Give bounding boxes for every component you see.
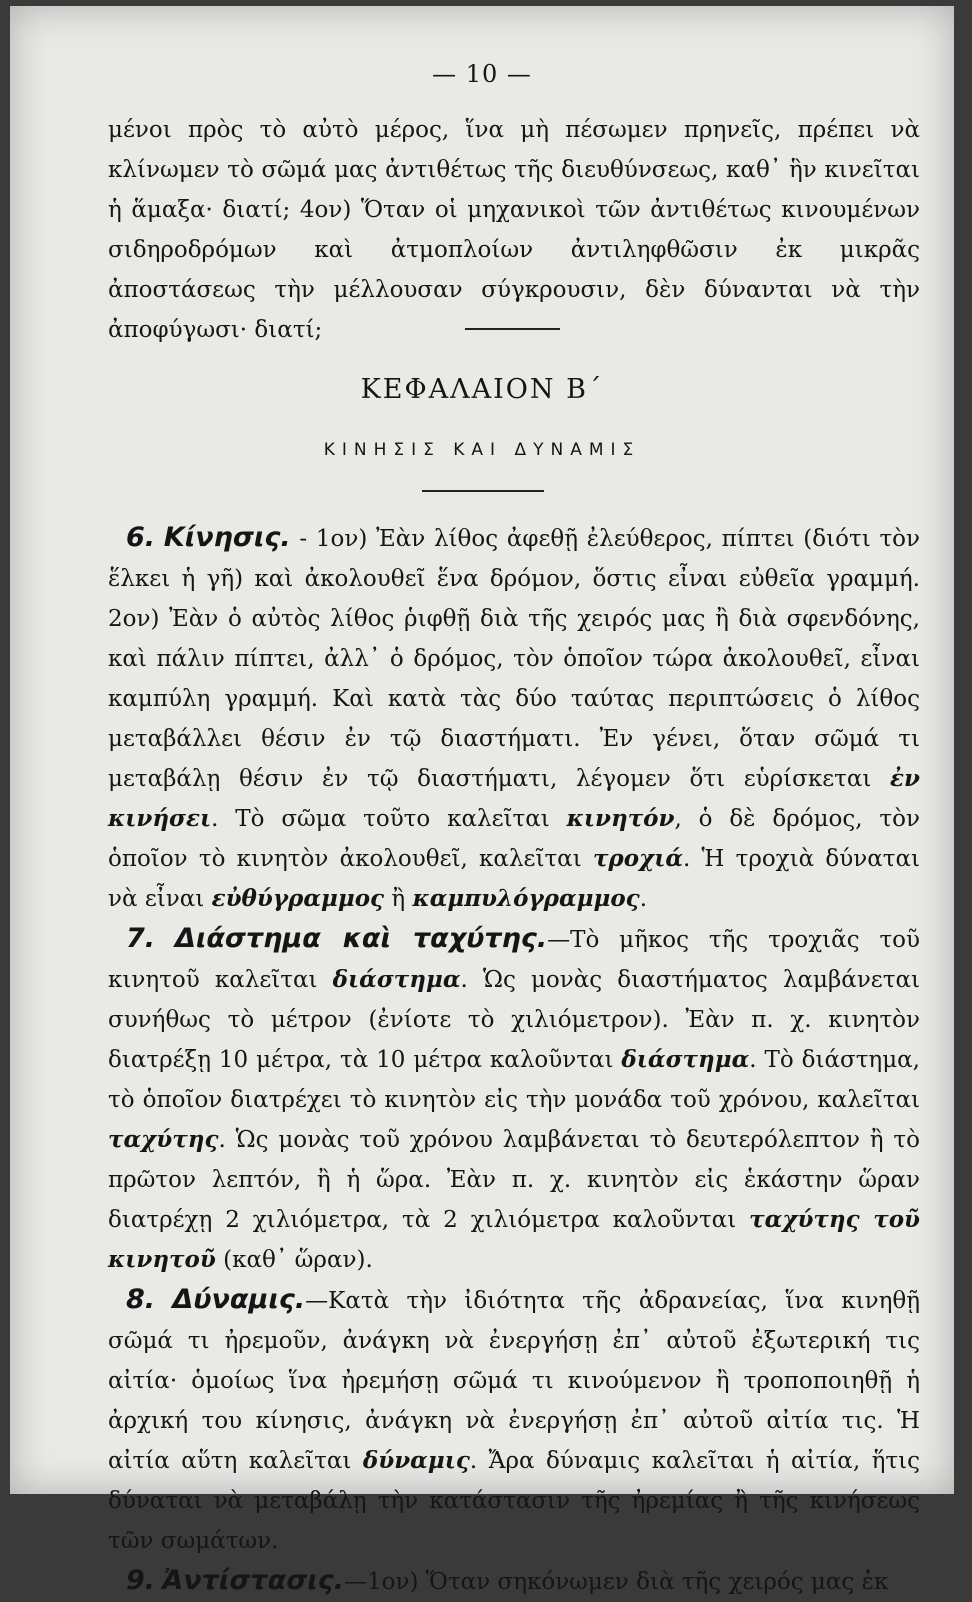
section-text: ἢ <box>384 886 413 912</box>
section-number: 9. <box>126 1565 156 1596</box>
section-heading: Διάστημα καὶ ταχύτης. <box>174 923 548 954</box>
section-text: - 1ον) Ἐὰν λίθος ἀφεθῇ ἐλεύθερος, πίπτει (διότι τὸν ἕλκει ἡ γῆ) καὶ ἀκολουθεῖ ἕνα δρόμον, ὅστις εἶναι εὐθεῖα γραμμή. 2ον) Ἐὰν ὁ αὐτὸς λίθος ῥιφθῇ διὰ τῆς χειρός μας ἢ διὰ σφενδόνης, καὶ πάλιν πίπτει, ἀλλ᾽ ὁ δρόμος, τὸν ὁποῖον τώρα ἀκολουθεῖ, εἶναι καμπύλη γραμμή. Καὶ κατὰ τὰς δύο ταύτας περιπτώσεις ὁ λίθος μεταβάλλει θέσιν ἐν τῷ διαστήματι. Ἐν γένει, ὅταν σῶμά τι μεταβάλῃ θέσιν ἐν τῷ διαστήματι, λέγομεν ὅτι εὑρίσκεται <box>108 526 921 792</box>
chapter-title: ΚΕΦΑΛΑΙΟΝ Β΄ <box>360 374 604 405</box>
intro-paragraph: μένοι πρὸς τὸ αὐτὸ μέρος, ἵνα μὴ πέσωμεν πρηνεῖς, πρέπει νὰ κλίνωμεν τὸ σῶμά μας ἀντιθέτως τῆς διευθύνσεως, καθ᾽ ἣν κινεῖται ἡ ἅμαξα· διατί; 4ον) Ὅταν οἱ μηχανικοὶ τῶν ἀντιθέτως κινουμένων σιδηροδρόμων καὶ ἀτμοπλοίων ἀντιληφθῶσιν ἐκ μικρᾶς ἀποστάσεως τὴν μέλλουσαν σύγκρουσιν, δὲν δύνανται νὰ τὴν ἀποφύγωσι· διατί; <box>108 117 920 343</box>
page-number: — 10 — <box>432 60 532 88</box>
term: εὐθύγραμμος <box>211 885 385 912</box>
section-heading: Ἀντίστασις. <box>162 1565 345 1596</box>
section-text: . Ἄρα δύναμις καλεῖται ἡ αἰτία, ἥτις δύναται νὰ μεταβάλῃ τὴν κατάστασιν τῆς ἠρεμίας ἢ τῆς κινήσεως τῶν σωμάτων. <box>108 1448 921 1554</box>
term: ταχύτης τοῦ κινητοῦ <box>108 1206 921 1273</box>
section-text: . Ὡς μονὰς διαστήματος λαμβάνεται συνήθως τὸ μέτρον (ἐνίοτε τὸ χιλιόμετρον). Ἐὰν π. χ. κινητὸν διατρέξῃ 10 μέτρα, τὰ 10 μέτρα καλοῦνται <box>108 967 920 1073</box>
section-text: . Ἡ τροχιὰ δύναται νὰ εἶναι <box>108 846 920 912</box>
section-number: 6. <box>126 522 156 553</box>
term: ταχύτης <box>108 1126 219 1153</box>
section-text: , ὁ δὲ δρόμος, τὸν ὁποῖον τὸ κινητὸν ἀκολουθεῖ, καλεῖται <box>108 806 920 872</box>
section-text: —1ον) Ὅταν σηκόνωμεν διὰ τῆς χειρός μας ἐκ <box>344 1569 889 1595</box>
section-number: 7. <box>126 923 156 954</box>
term: καμπυλόγραμμος <box>412 885 640 912</box>
divider-top <box>465 328 560 330</box>
section-heading: Δύναμις. <box>172 1284 306 1315</box>
section-text: . Τὸ σῶμα τοῦτο καλεῖται <box>211 806 567 832</box>
term: διάστημα <box>332 966 461 993</box>
section-text: —Τὸ μῆκος τῆς τροχιᾶς τοῦ κινητοῦ καλεῖται <box>108 927 921 993</box>
term: δύναμις <box>362 1447 470 1474</box>
section-8 <box>108 1280 920 1561</box>
section-text: —Κατὰ τὴν ἰδιότητα τῆς ἀδρανείας, ἵνα κινηθῇ σῶμά τι ἠρεμοῦν, ἀνάγκη νὰ ἐνεργήσῃ ἐπ᾽ αὐτοῦ ἐξωτερική τις αἰτία· ὁμοίως ἵνα ἠρεμήσῃ σῶμά τι κινούμενον ἢ τροποποιηθῇ ἡ ἀρχική του κίνησις, ἀνάγκη νὰ ἐνεργήσῃ ἐπ᾽ αὐτοῦ αἰτία τις. Ἡ αἰτία αὕτη καλεῖται <box>108 1288 920 1474</box>
section-heading: Κίνησις. <box>163 522 291 553</box>
section-text: . <box>639 886 647 912</box>
section-number: 8. <box>126 1284 156 1315</box>
term: κινητόν <box>566 805 675 832</box>
divider-bottom <box>422 490 544 492</box>
section-9 <box>108 1561 920 1602</box>
section-7 <box>108 919 920 1280</box>
term: διάστημα <box>621 1046 750 1073</box>
term: ἐν κινήσει <box>108 765 920 832</box>
chapter-subtitle: ΚΙΝΗΣΙΣ ΚΑΙ ΔΥΝΑΜΙΣ <box>323 440 641 460</box>
chapter-body <box>108 518 920 1602</box>
section-text: . Τὸ διάστημα, τὸ ὁποῖον διατρέχει τὸ κινητὸν εἰς τὴν μονάδα τοῦ χρόνου, καλεῖται <box>108 1047 920 1113</box>
term: τροχιά <box>592 845 684 872</box>
section-text: (καθ᾽ ὥραν). <box>215 1247 373 1273</box>
book-page <box>10 6 954 1596</box>
section-6 <box>108 518 920 919</box>
section-text: . Ὡς μονὰς τοῦ χρόνου λαμβάνεται τὸ δευτερόλεπτον ἢ τὸ πρῶτον λεπτόν, ἢ ἡ ὥρα. Ἐὰν π. χ. κινητὸν εἰς ἑκάστην ὥραν διατρέχῃ 2 χιλιόμετρα, τὰ 2 χιλιόμετρα καλοῦνται <box>108 1127 920 1233</box>
